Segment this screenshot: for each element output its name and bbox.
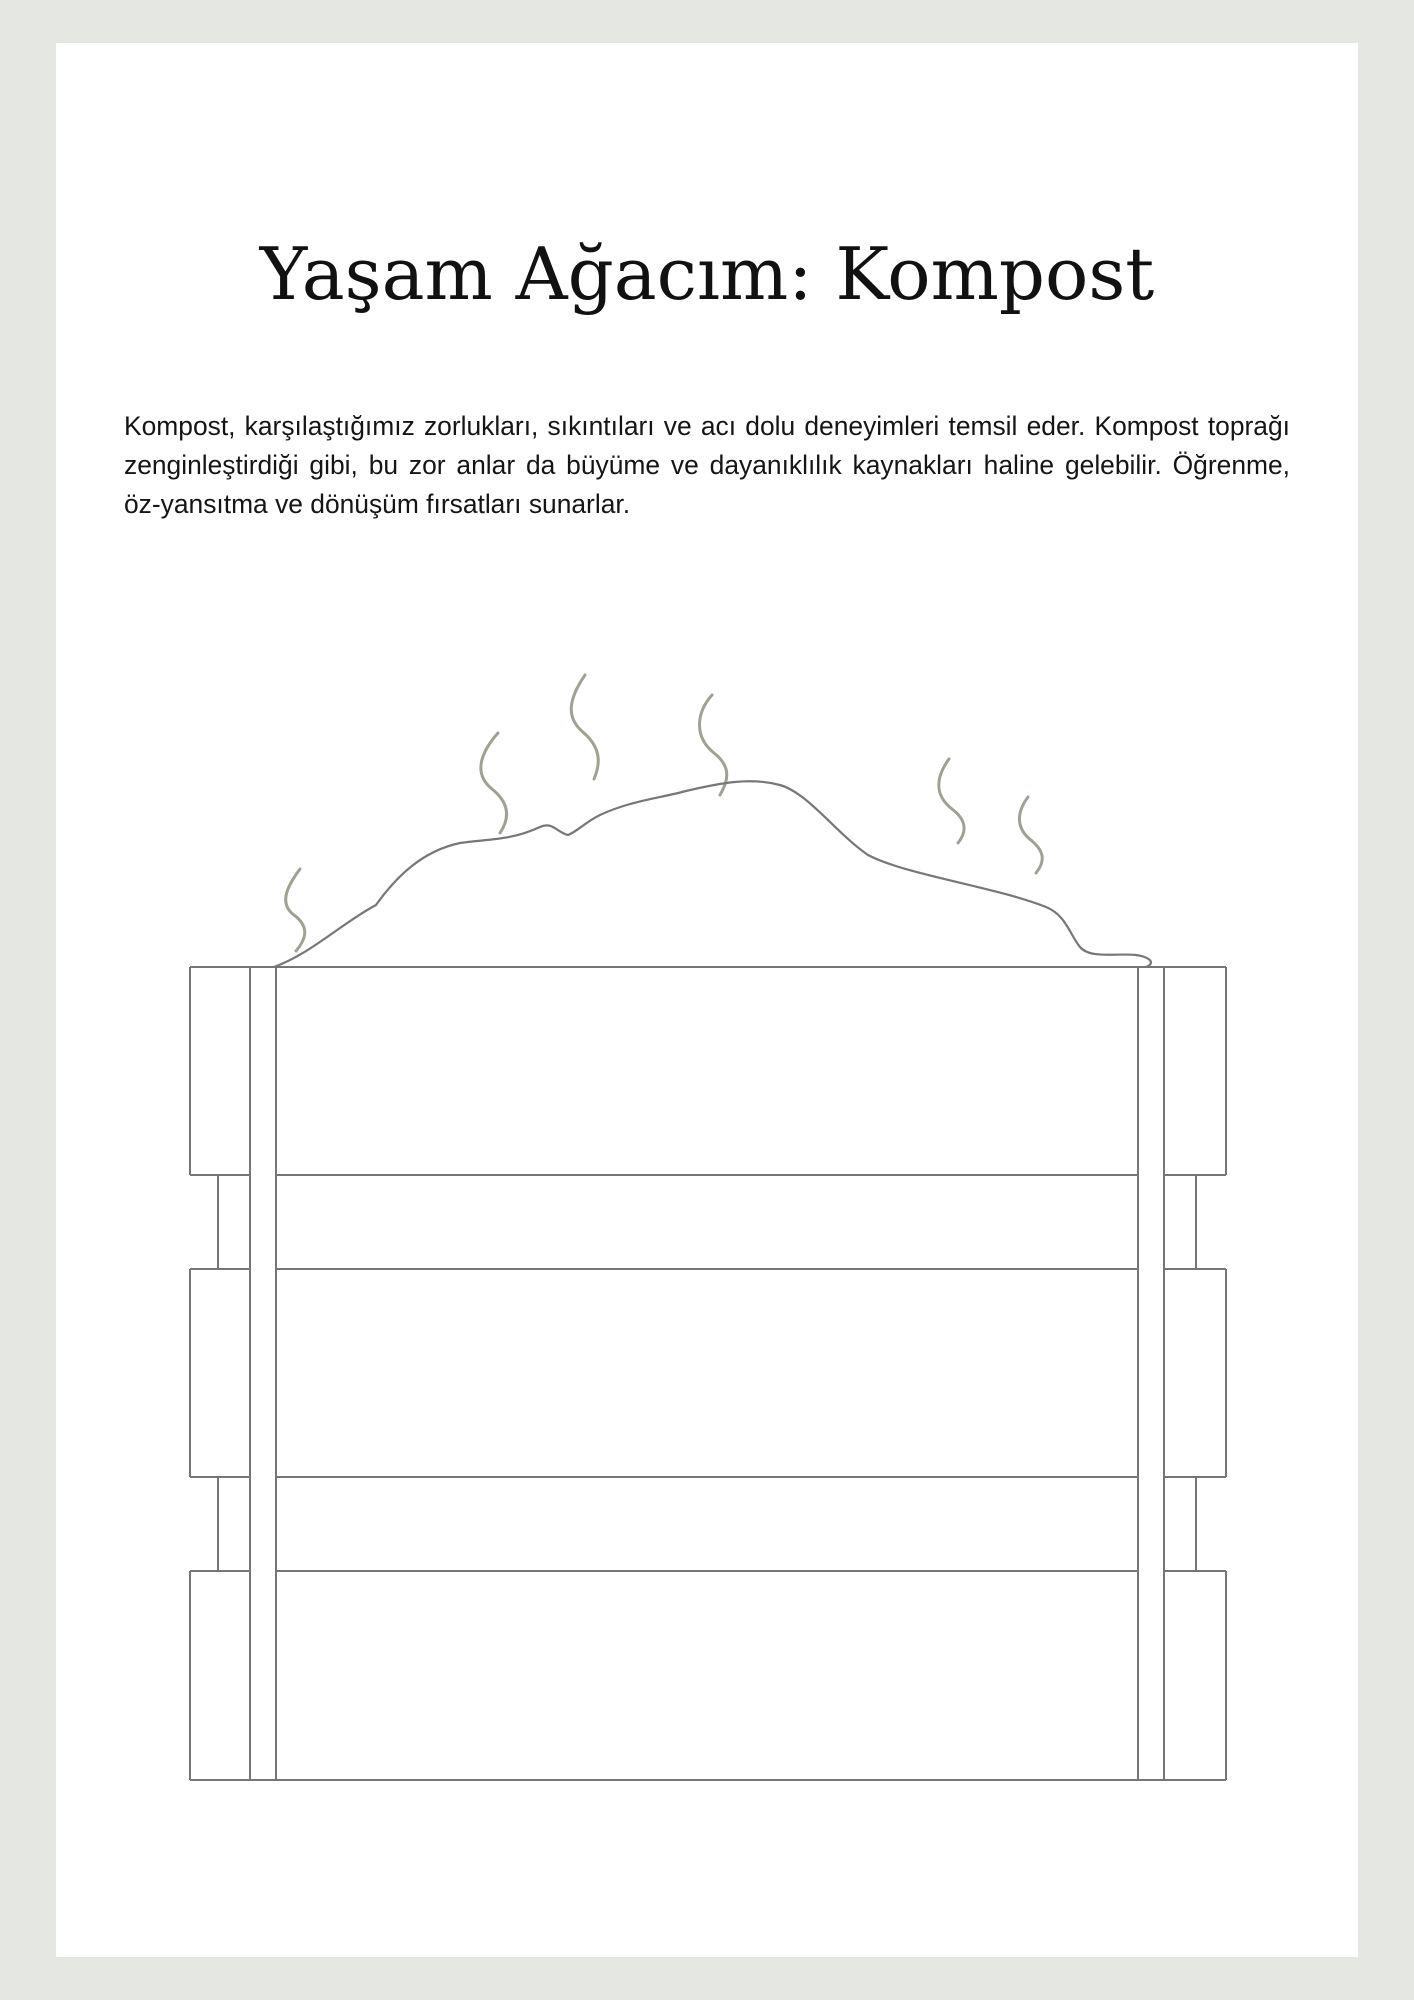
compost-bin-illustration: [56, 43, 1358, 1957]
description-paragraph: Kompost, karşılaştığımız zorlukları, sıkıntıları ve acı dolu deneyimleri temsil eder. Kompost toprağı zenginleştirdiği gibi, bu zor anlar da büyüme ve dayanıklılık kaynakları haline gelebilir. Öğrenme, öz-yansıtma ve dönüşüm fırsatları sunarlar.: [124, 411, 1290, 519]
compost-bin-icon: [190, 967, 1226, 1780]
compost-pile-outline: [274, 781, 1151, 967]
steam-icon: [286, 675, 1043, 951]
page-title: Yaşam Ağacım: Kompost: [259, 232, 1155, 316]
worksheet-page: [56, 43, 1358, 1957]
